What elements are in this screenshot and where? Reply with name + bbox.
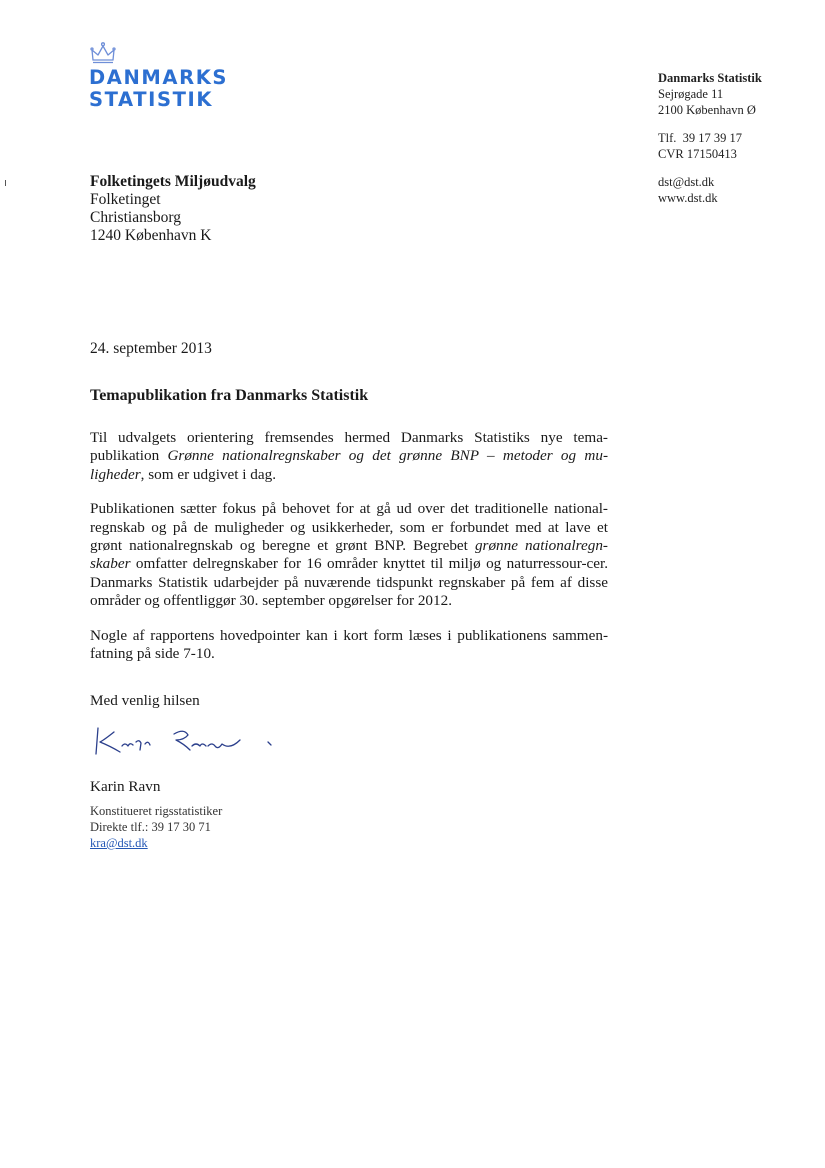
- signatory-title: Konstitueret rigsstatistiker: [90, 804, 223, 818]
- sender-phone: Tlf. 39 17 39 17: [658, 131, 743, 145]
- sender-cvr: CVR 17150413: [658, 147, 737, 161]
- handwritten-signature: [92, 722, 292, 762]
- signatory-phone: Direkte tlf.: 39 17 30 71: [90, 820, 211, 834]
- closing-salutation: Med venlig hilsen: [90, 692, 200, 709]
- publication-title: Grønne nationalregnskaber og det grønne BNP – metoder og mu-ligheder: [90, 447, 608, 483]
- margin-fold-mark: [5, 180, 9, 186]
- recipient-city: 1240 København K: [90, 227, 212, 244]
- logo-wordmark: [89, 67, 309, 111]
- sender-name: Danmarks Statistik: [658, 71, 762, 85]
- crown-icon: [90, 42, 116, 64]
- body-paragraph-2: Publikationen sætter fokus på behovet for at gå ud over det traditionelle national-regnskab og på de muligheder og usikkerheder, som er forbundet med at lave et grønt nationalregnskab og beregne et grønt BNP. Begrebet grønne nationalregn-skaber omfatter delregnskaber for 16 områder knyttet til miljø og naturressour-cer. Danmarks Statistik udarbejder på nuværende tidspunkt regnskaber på fem af disse områder og offentliggør 30. september opgørelser for 2012.: [90, 500, 608, 610]
- recipient-address-block: [90, 173, 410, 245]
- letter-date: 24. september 2013: [90, 340, 212, 357]
- letter-subject: Temapublikation fra Danmarks Statistik: [90, 387, 369, 404]
- letter-body: [90, 429, 608, 679]
- term-green-accounts: grønne nationalregn-skaber: [90, 537, 608, 573]
- signatory-email-link[interactable]: kra@dst.dk: [90, 836, 148, 850]
- sender-street: Sejrøgade 11: [658, 87, 724, 101]
- signatory-details: [90, 803, 350, 851]
- sender-email: dst@dst.dk: [658, 175, 715, 189]
- signatory-name: Karin Ravn: [90, 778, 161, 795]
- body-paragraph-1: Til udvalgets orientering fremsendes hermed Danmarks Statistiks nye tema-publikation Grønne nationalregnskaber og det grønne BNP – metoder og mu-ligheder, som er udgivet i dag.: [90, 429, 608, 483]
- logo-line-1: DANMARKS: [89, 66, 229, 89]
- logo-line-2: STATISTIK: [89, 88, 214, 111]
- recipient-building: Christiansborg: [90, 209, 181, 226]
- body-paragraph-3: Nogle af rapportens hovedpointer kan i kort form læses i publikationens sammen-fatning på side 7-10.: [90, 626, 608, 663]
- sender-city: 2100 København Ø: [658, 103, 756, 117]
- sender-address-block: [658, 70, 818, 206]
- recipient-org: Folketinget: [90, 191, 161, 208]
- sender-web: www.dst.dk: [658, 191, 718, 205]
- recipient-name: Folketingets Miljøudvalg: [90, 173, 256, 190]
